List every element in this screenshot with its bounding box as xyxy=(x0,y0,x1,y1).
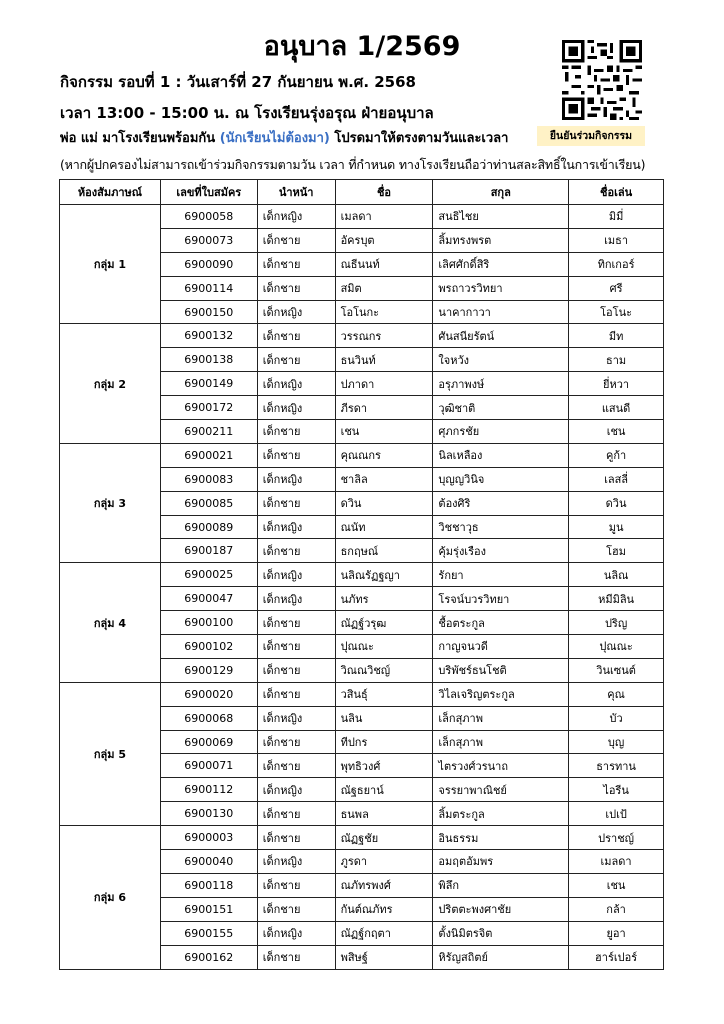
prefix-cell: เด็กชาย xyxy=(257,420,335,444)
first-name-cell: ทีปกร xyxy=(335,730,433,754)
nickname-cell: ฮาร์เปอร์ xyxy=(569,945,664,969)
header-first-name: ชื่อ xyxy=(335,180,433,205)
application-no-cell: 6900162 xyxy=(160,945,257,969)
group-cell: กลุ่ม 5 xyxy=(60,682,161,825)
application-no-cell: 6900068 xyxy=(160,706,257,730)
first-name-cell: ณัฐธยาน์ xyxy=(335,778,433,802)
last-name-cell: หิรัญสถิตย์ xyxy=(433,945,569,969)
nickname-cell: แสนดี xyxy=(569,396,664,420)
table-row xyxy=(60,324,664,348)
first-name-cell: ธนวินท์ xyxy=(335,348,433,372)
application-no-cell: 6900021 xyxy=(160,443,257,467)
first-name-cell: ดวิน xyxy=(335,491,433,515)
application-no-cell: 6900025 xyxy=(160,563,257,587)
header-room: ห้องสัมภาษณ์ xyxy=(60,180,161,205)
table-header-row xyxy=(60,180,664,205)
nickname-cell: มูน xyxy=(569,515,664,539)
invite-highlight: (นักเรียนไม่ต้องมา) xyxy=(219,131,330,146)
last-name-cell: เล็กสุภาพ xyxy=(433,706,569,730)
nickname-cell: เลสลี่ xyxy=(569,467,664,491)
application-no-cell: 6900058 xyxy=(160,205,257,229)
application-no-cell: 6900112 xyxy=(160,778,257,802)
prefix-cell: เด็กหญิง xyxy=(257,205,335,229)
group-cell: กลุ่ม 2 xyxy=(60,324,161,443)
nickname-cell: หมีมิลิน xyxy=(569,587,664,611)
application-no-cell: 6900118 xyxy=(160,873,257,897)
first-name-cell: ชาลิล xyxy=(335,467,433,491)
prefix-cell: เด็กชาย xyxy=(257,658,335,682)
first-name-cell: วรรณกร xyxy=(335,324,433,348)
table-row xyxy=(60,563,664,587)
application-no-cell: 6900083 xyxy=(160,467,257,491)
first-name-cell: เมลดา xyxy=(335,205,433,229)
nickname-cell: เชน xyxy=(569,873,664,897)
nickname-cell: โอโนะ xyxy=(569,300,664,324)
confirm-button[interactable]: ยืนยันร่วมกิจกรรม xyxy=(537,126,645,146)
first-name-cell: คุณณกร xyxy=(335,443,433,467)
time-location-line: เวลา 13:00 - 15:00 น. ณ โรงเรียนรุ่งอรุณ ฝ่ายอนุบาล xyxy=(60,104,434,122)
header-nickname: ชื่อเล่น xyxy=(569,180,664,205)
first-name-cell: ณภัทรพงศ์ xyxy=(335,873,433,897)
first-name-cell: นภัทร xyxy=(335,587,433,611)
first-name-cell: ณัฏฐชัย xyxy=(335,826,433,850)
last-name-cell: ชื้อตระกูล xyxy=(433,611,569,635)
invite-suffix: โปรดมาให้ตรงตามวันและเวลา xyxy=(329,131,509,146)
invite-line xyxy=(60,127,508,148)
nickname-cell: มีท xyxy=(569,324,664,348)
last-name-cell: พรถาวรวิทยา xyxy=(433,276,569,300)
group-cell: กลุ่ม 4 xyxy=(60,563,161,682)
application-no-cell: 6900071 xyxy=(160,754,257,778)
last-name-cell: ศุภกรชัย xyxy=(433,420,569,444)
last-name-cell: โรจน์บวรวิทยา xyxy=(433,587,569,611)
nickname-cell: คุณ xyxy=(569,682,664,706)
activity-line: กิจกรรม รอบที่ 1 : วันเสาร์ที่ 27 กันยายน พ.ศ. 2568 xyxy=(60,73,416,91)
nickname-cell: ปริญ xyxy=(569,611,664,635)
nickname-cell: ธารทาน xyxy=(569,754,664,778)
application-no-cell: 6900102 xyxy=(160,635,257,659)
application-no-cell: 6900138 xyxy=(160,348,257,372)
prefix-cell: เด็กชาย xyxy=(257,276,335,300)
header-last-name: สกุล xyxy=(433,180,569,205)
first-name-cell: นลิณรัฏฐญา xyxy=(335,563,433,587)
table-row xyxy=(60,205,664,229)
prefix-cell: เด็กชาย xyxy=(257,945,335,969)
first-name-cell: สมิต xyxy=(335,276,433,300)
application-no-cell: 6900129 xyxy=(160,658,257,682)
qr-code-icon[interactable] xyxy=(557,40,647,120)
last-name-cell: จรรยาพาณิชย์ xyxy=(433,778,569,802)
first-name-cell: ธนพล xyxy=(335,802,433,826)
invite-prefix: พ่อ แม่ มาโรงเรียนพร้อมกัน xyxy=(60,131,220,146)
last-name-cell: ต้องศิริ xyxy=(433,491,569,515)
last-name-cell: สนธิไชย xyxy=(433,205,569,229)
nickname-cell: ยี่หวา xyxy=(569,372,664,396)
prefix-cell: เด็กหญิง xyxy=(257,563,335,587)
application-no-cell: 6900003 xyxy=(160,826,257,850)
last-name-cell: ไตรวงศ์วรนาถ xyxy=(433,754,569,778)
prefix-cell: เด็กชาย xyxy=(257,873,335,897)
first-name-cell: โอโนกะ xyxy=(335,300,433,324)
first-name-cell: ณธีนนท์ xyxy=(335,252,433,276)
last-name-cell: พิลึก xyxy=(433,873,569,897)
prefix-cell: เด็กชาย xyxy=(257,802,335,826)
nickname-cell: วินเซนต์ xyxy=(569,658,664,682)
nickname-cell: ปราชญ์ xyxy=(569,826,664,850)
nickname-cell: บุญ xyxy=(569,730,664,754)
first-name-cell: ณนัท xyxy=(335,515,433,539)
last-name-cell: อมฤตอัมพร xyxy=(433,850,569,874)
application-no-cell: 6900100 xyxy=(160,611,257,635)
prefix-cell: เด็กหญิง xyxy=(257,706,335,730)
application-no-cell: 6900085 xyxy=(160,491,257,515)
prefix-cell: เด็กหญิง xyxy=(257,921,335,945)
nickname-cell: ปุณณะ xyxy=(569,635,664,659)
nickname-cell: เมธา xyxy=(569,228,664,252)
page-title: อนุบาล 1/2569 xyxy=(263,31,461,62)
prefix-cell: เด็กชาย xyxy=(257,443,335,467)
nickname-cell: บัว xyxy=(569,706,664,730)
first-name-cell: ณัฏฐ์วรุฒ xyxy=(335,611,433,635)
nickname-cell: เชน xyxy=(569,420,664,444)
prefix-cell: เด็กชาย xyxy=(257,252,335,276)
nickname-cell: ยูอา xyxy=(569,921,664,945)
last-name-cell: กาญจนวดี xyxy=(433,635,569,659)
prefix-cell: เด็กชาย xyxy=(257,324,335,348)
prefix-cell: เด็กชาย xyxy=(257,730,335,754)
group-cell: กลุ่ม 6 xyxy=(60,826,161,969)
header-prefix: นำหน้า xyxy=(257,180,335,205)
application-no-cell: 6900090 xyxy=(160,252,257,276)
nickname-cell: ศรี xyxy=(569,276,664,300)
prefix-cell: เด็กหญิง xyxy=(257,372,335,396)
first-name-cell: ภูรดา xyxy=(335,850,433,874)
last-name-cell: คุ้มรุ่งเรือง xyxy=(433,539,569,563)
first-name-cell: ธกฤษณ์ xyxy=(335,539,433,563)
prefix-cell: เด็กชาย xyxy=(257,228,335,252)
last-name-cell: วิชชาวุธ xyxy=(433,515,569,539)
last-name-cell: ลิ้มตระกูล xyxy=(433,802,569,826)
application-no-cell: 6900172 xyxy=(160,396,257,420)
interview-table xyxy=(59,179,664,970)
application-no-cell: 6900073 xyxy=(160,228,257,252)
first-name-cell: เชน xyxy=(335,420,433,444)
prefix-cell: เด็กหญิง xyxy=(257,850,335,874)
nickname-cell: ทิกเกอร์ xyxy=(569,252,664,276)
prefix-cell: เด็กชาย xyxy=(257,754,335,778)
prefix-cell: เด็กชาย xyxy=(257,826,335,850)
last-name-cell: นาคากาวา xyxy=(433,300,569,324)
prefix-cell: เด็กหญิง xyxy=(257,778,335,802)
application-no-cell: 6900149 xyxy=(160,372,257,396)
first-name-cell: ปภาดา xyxy=(335,372,433,396)
application-no-cell: 6900130 xyxy=(160,802,257,826)
last-name-cell: ตั้งนิมิตรจิต xyxy=(433,921,569,945)
table-row xyxy=(60,443,664,467)
last-name-cell: บริพัชร์ธนโชติ xyxy=(433,658,569,682)
application-no-cell: 6900187 xyxy=(160,539,257,563)
prefix-cell: เด็กชาย xyxy=(257,491,335,515)
nickname-cell: ธาม xyxy=(569,348,664,372)
application-no-cell: 6900069 xyxy=(160,730,257,754)
application-no-cell: 6900155 xyxy=(160,921,257,945)
first-name-cell: พุทธิวงศ์ xyxy=(335,754,433,778)
first-name-cell: พสิษฐ์ xyxy=(335,945,433,969)
last-name-cell: อินธรรม xyxy=(433,826,569,850)
nickname-cell: เปเป้ xyxy=(569,802,664,826)
prefix-cell: เด็กหญิง xyxy=(257,587,335,611)
first-name-cell: กันต์ณภัทร xyxy=(335,897,433,921)
prefix-cell: เด็กหญิง xyxy=(257,467,335,491)
nickname-cell: มิมี่ xyxy=(569,205,664,229)
last-name-cell: ใจหวัง xyxy=(433,348,569,372)
prefix-cell: เด็กชาย xyxy=(257,348,335,372)
nickname-cell: ดวิน xyxy=(569,491,664,515)
last-name-cell: วุฒิชาติ xyxy=(433,396,569,420)
application-no-cell: 6900020 xyxy=(160,682,257,706)
prefix-cell: เด็กชาย xyxy=(257,611,335,635)
application-no-cell: 6900040 xyxy=(160,850,257,874)
first-name-cell: ปุณณะ xyxy=(335,635,433,659)
prefix-cell: เด็กหญิง xyxy=(257,300,335,324)
nickname-cell: คูก้า xyxy=(569,443,664,467)
last-name-cell: รักยา xyxy=(433,563,569,587)
application-no-cell: 6900151 xyxy=(160,897,257,921)
last-name-cell: ศันสนียรัตน์ xyxy=(433,324,569,348)
first-name-cell: นลิน xyxy=(335,706,433,730)
prefix-cell: เด็กหญิง xyxy=(257,396,335,420)
first-name-cell: วสินธุ์ xyxy=(335,682,433,706)
last-name-cell: อรุภาพงษ์ xyxy=(433,372,569,396)
nickname-cell: กล้า xyxy=(569,897,664,921)
prefix-cell: เด็กชาย xyxy=(257,682,335,706)
prefix-cell: เด็กชาย xyxy=(257,539,335,563)
last-name-cell: เลิศศักดิ์สิริ xyxy=(433,252,569,276)
first-name-cell: อัครบุต xyxy=(335,228,433,252)
first-name-cell: ณัฏฐ์กฤตา xyxy=(335,921,433,945)
first-name-cell: วิณณวิชญ์ xyxy=(335,658,433,682)
nickname-cell: เมลดา xyxy=(569,850,664,874)
last-name-cell: วิไลเจริญตระกูล xyxy=(433,682,569,706)
last-name-cell: ปริตตะพงศาชัย xyxy=(433,897,569,921)
application-no-cell: 6900089 xyxy=(160,515,257,539)
application-no-cell: 6900150 xyxy=(160,300,257,324)
prefix-cell: เด็กหญิง xyxy=(257,515,335,539)
application-no-cell: 6900114 xyxy=(160,276,257,300)
last-name-cell: บุญญวินิจ xyxy=(433,467,569,491)
last-name-cell: นิลเหลือง xyxy=(433,443,569,467)
application-no-cell: 6900132 xyxy=(160,324,257,348)
first-name-cell: ภีรดา xyxy=(335,396,433,420)
table-row xyxy=(60,682,664,706)
prefix-cell: เด็กชาย xyxy=(257,635,335,659)
nickname-cell: นลิณ xyxy=(569,563,664,587)
last-name-cell: เล็กสุภาพ xyxy=(433,730,569,754)
table-row xyxy=(60,826,664,850)
last-name-cell: ลิ้มทรงพรต xyxy=(433,228,569,252)
nickname-cell: โฮม xyxy=(569,539,664,563)
group-cell: กลุ่ม 3 xyxy=(60,443,161,562)
note-text: (หากผู้ปกครองไม่สามารถเข้าร่วมกิจกรรมตามวัน เวลา ที่กำหนด ทางโรงเรียนถือว่าท่านสละสิทธิ์ในการเข้าเรียน) xyxy=(60,157,646,172)
nickname-cell: ไอรีน xyxy=(569,778,664,802)
application-no-cell: 6900211 xyxy=(160,420,257,444)
application-no-cell: 6900047 xyxy=(160,587,257,611)
header-application-no: เลขที่ใบสมัคร xyxy=(160,180,257,205)
group-cell: กลุ่ม 1 xyxy=(60,205,161,324)
prefix-cell: เด็กชาย xyxy=(257,897,335,921)
